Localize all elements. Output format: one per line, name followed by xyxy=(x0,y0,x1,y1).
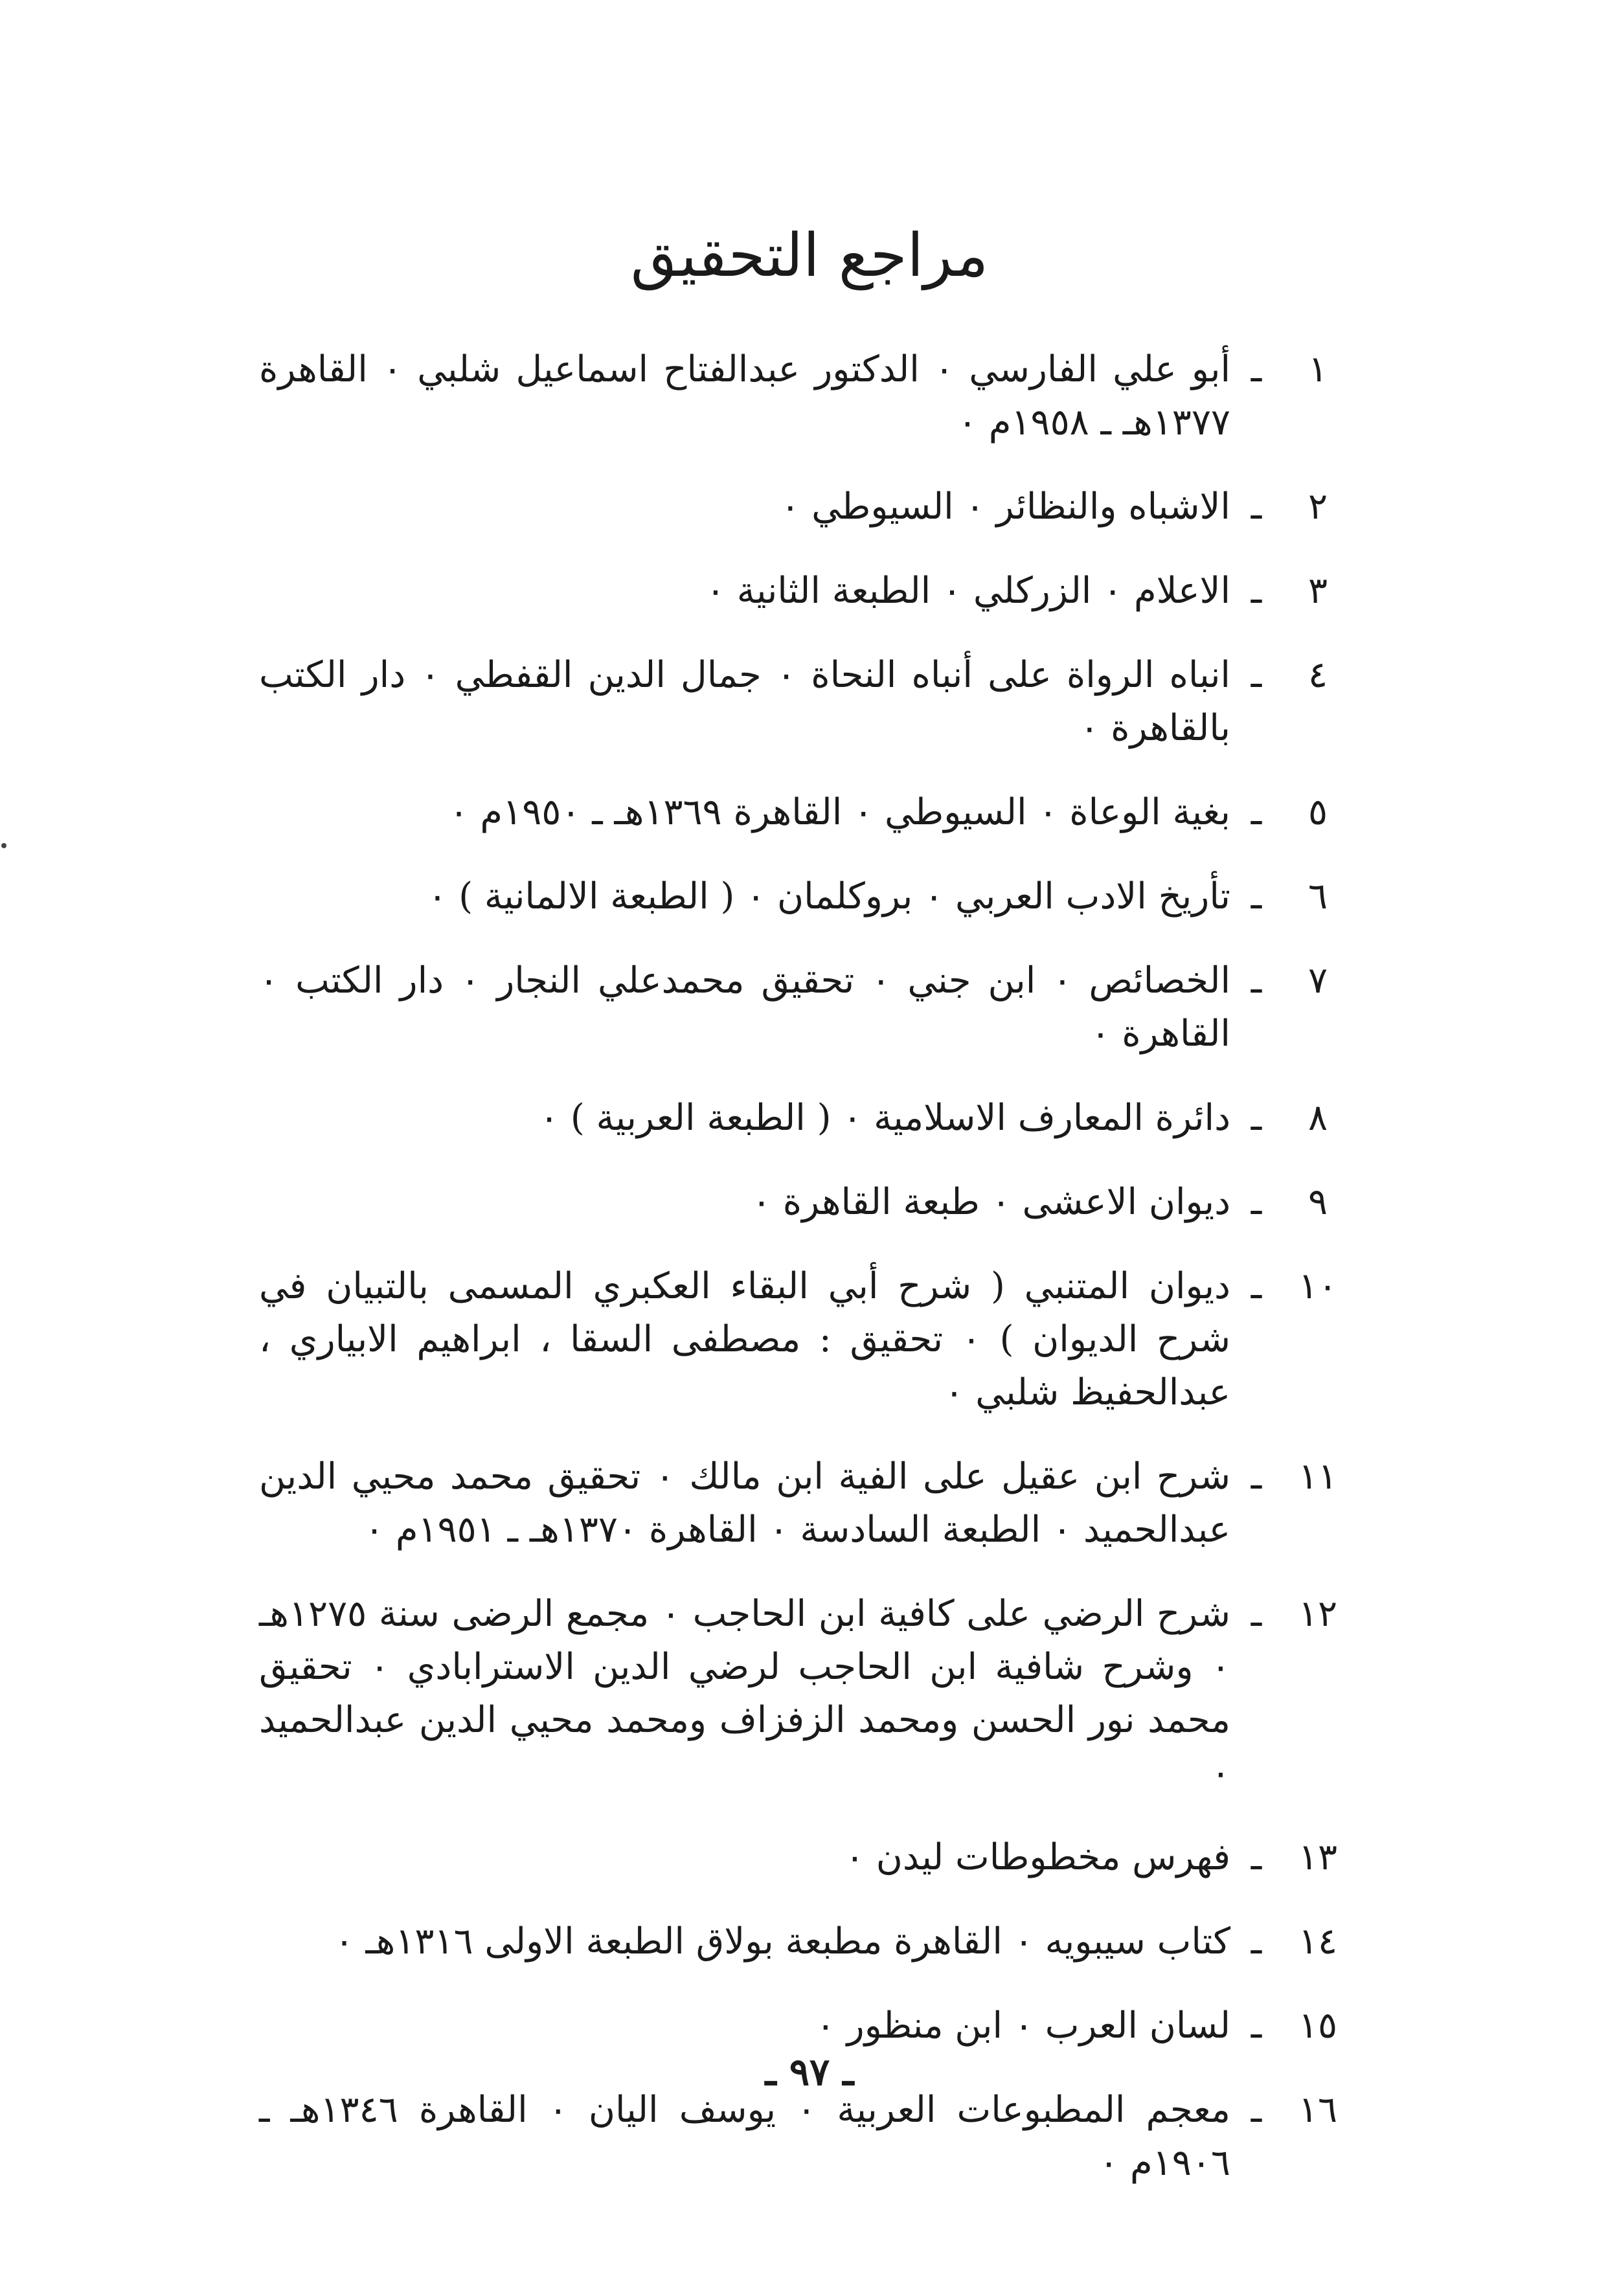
reference-text: الخصائص ٠ ابن جني ٠ تحقيق محمدعلي النجار ٠ دار الكتب ٠ القاهرة ٠ xyxy=(259,960,1231,1055)
reference-text: شرح الرضي على كافية ابن الحاجب ٠ مجمع الرضى سنة ١٢٧٥هـ ٠ وشرح شافية ابن الحاجب لرضي الدين الاسترابادي ٠ تحقيق محمد نور الحسن ومحمد الزفزاف ومحمد محيي الدين عبدالحميد ٠ xyxy=(259,1593,1230,1794)
reference-text: انباه الرواة على أنباه النحاة ٠ جمال الدين القفطي ٠ دار الكتب بالقاهرة ٠ xyxy=(259,654,1230,749)
reference-item xyxy=(259,649,1353,755)
reference-number: ١٣ xyxy=(1298,1836,1338,1878)
reference-item xyxy=(259,480,1353,534)
reference-number: ٩ xyxy=(1308,1181,1328,1223)
reference-dash: ـ xyxy=(1251,960,1262,1002)
reference-number: ٨ xyxy=(1308,1097,1328,1139)
page-title: مراجع التحقيق xyxy=(630,221,989,290)
reference-dash: ـ xyxy=(1251,1097,1262,1139)
reference-item xyxy=(259,565,1353,618)
reference-text: أبو علي الفارسي ٠ الدكتور عبدالفتاح اسماعيل شلبي ٠ القاهرة ١٣٧٧هـ ـ ١٩٥٨م ٠ xyxy=(259,348,1230,444)
reference-number: ١ xyxy=(1308,348,1328,390)
page-number: ـ ٩٧ ـ xyxy=(765,2050,854,2094)
reference-dash: ـ xyxy=(1251,1920,1262,1963)
reference-number: ١٠ xyxy=(1298,1265,1338,1307)
reference-text: الاشباه والنظائر ٠ السيوطي ٠ xyxy=(780,486,1230,528)
reference-dash: ـ xyxy=(1251,1836,1262,1878)
reference-item xyxy=(259,1450,1353,1557)
reference-text: ديوان المتنبي ( شرح أبي البقاء العكبري المسمى بالتبيان في شرح الديوان ) ٠ تحقيق : مصطفى السقا ، ابراهيم الابياري ، عبدالحفيظ شلبي ٠ xyxy=(259,1265,1231,1413)
reference-text: فهرس مخطوطات ليدن ٠ xyxy=(844,1836,1230,1878)
reference-text: لسان العرب ٠ ابن منظور ٠ xyxy=(815,2005,1230,2047)
reference-number: ١٥ xyxy=(1298,2005,1338,2047)
reference-item xyxy=(259,870,1353,923)
reference-item xyxy=(259,1915,1353,1968)
reference-dash: ـ xyxy=(1251,791,1262,833)
reference-dash: ـ xyxy=(1251,654,1262,696)
reference-item xyxy=(259,1092,1353,1145)
reference-text: دائرة المعارف الاسلامية ٠ ( الطبعة العربية ) ٠ xyxy=(539,1097,1230,1139)
reference-item xyxy=(259,1176,1353,1229)
reference-item xyxy=(259,1831,1353,1884)
reference-number: ١٢ xyxy=(1298,1593,1338,1635)
reference-number: ٦ xyxy=(1308,875,1328,917)
reference-dash: ـ xyxy=(1251,1456,1262,1498)
reference-item xyxy=(259,786,1353,839)
reference-number: ٤ xyxy=(1308,654,1328,696)
reference-item xyxy=(259,2084,1353,2190)
reference-text: الاعلام ٠ الزركلي ٠ الطبعة الثانية ٠ xyxy=(705,570,1230,612)
reference-dash: ـ xyxy=(1251,2005,1262,2047)
reference-item xyxy=(259,343,1353,449)
reference-text: كتاب سيبويه ٠ القاهرة مطبعة بولاق الطبعة الاولى ١٣١٦هـ ٠ xyxy=(334,1920,1230,1963)
reference-item xyxy=(259,1588,1353,1800)
reference-text: تأريخ الادب العربي ٠ بروكلمان ٠ ( الطبعة الالمانية ) ٠ xyxy=(427,875,1230,917)
reference-dash: ـ xyxy=(1251,570,1262,612)
reference-number: ١٦ xyxy=(1298,2089,1338,2131)
reference-text: ديوان الاعشى ٠ طبعة القاهرة ٠ xyxy=(751,1181,1230,1223)
reference-text: شرح ابن عقيل على الفية ابن مالك ٠ تحقيق محمد محيي الدين عبدالحميد ٠ الطبعة السادسة ٠ القاهرة ١٣٧٠هـ ـ ١٩٥١م ٠ xyxy=(259,1456,1230,1551)
reference-dash: ـ xyxy=(1251,875,1262,917)
reference-text: بغية الوعاة ٠ السيوطي ٠ القاهرة ١٣٦٩هـ ـ ١٩٥٠م ٠ xyxy=(449,791,1230,833)
reference-item xyxy=(259,1999,1353,2053)
references-list xyxy=(259,343,1353,2221)
reference-dash: ـ xyxy=(1251,1265,1262,1307)
reference-dash: ـ xyxy=(1251,1593,1262,1635)
reference-dash: ـ xyxy=(1251,2089,1262,2131)
reference-dash: ـ xyxy=(1251,348,1262,390)
reference-number: ١٤ xyxy=(1298,1920,1338,1963)
reference-item xyxy=(259,954,1353,1061)
scan-speck xyxy=(1,843,6,848)
reference-dash: ـ xyxy=(1251,1181,1262,1223)
reference-number: ٧ xyxy=(1308,960,1328,1002)
reference-text: معجم المطبوعات العربية ٠ يوسف اليان ٠ القاهرة ١٣٤٦هـ ـ ١٩٠٦م ٠ xyxy=(259,2089,1230,2184)
reference-number: ٥ xyxy=(1308,791,1328,833)
reference-dash: ـ xyxy=(1251,486,1262,528)
reference-item xyxy=(259,1260,1353,1419)
reference-number: ٢ xyxy=(1308,486,1328,528)
reference-number: ٣ xyxy=(1308,570,1328,612)
reference-number: ١١ xyxy=(1298,1456,1338,1498)
